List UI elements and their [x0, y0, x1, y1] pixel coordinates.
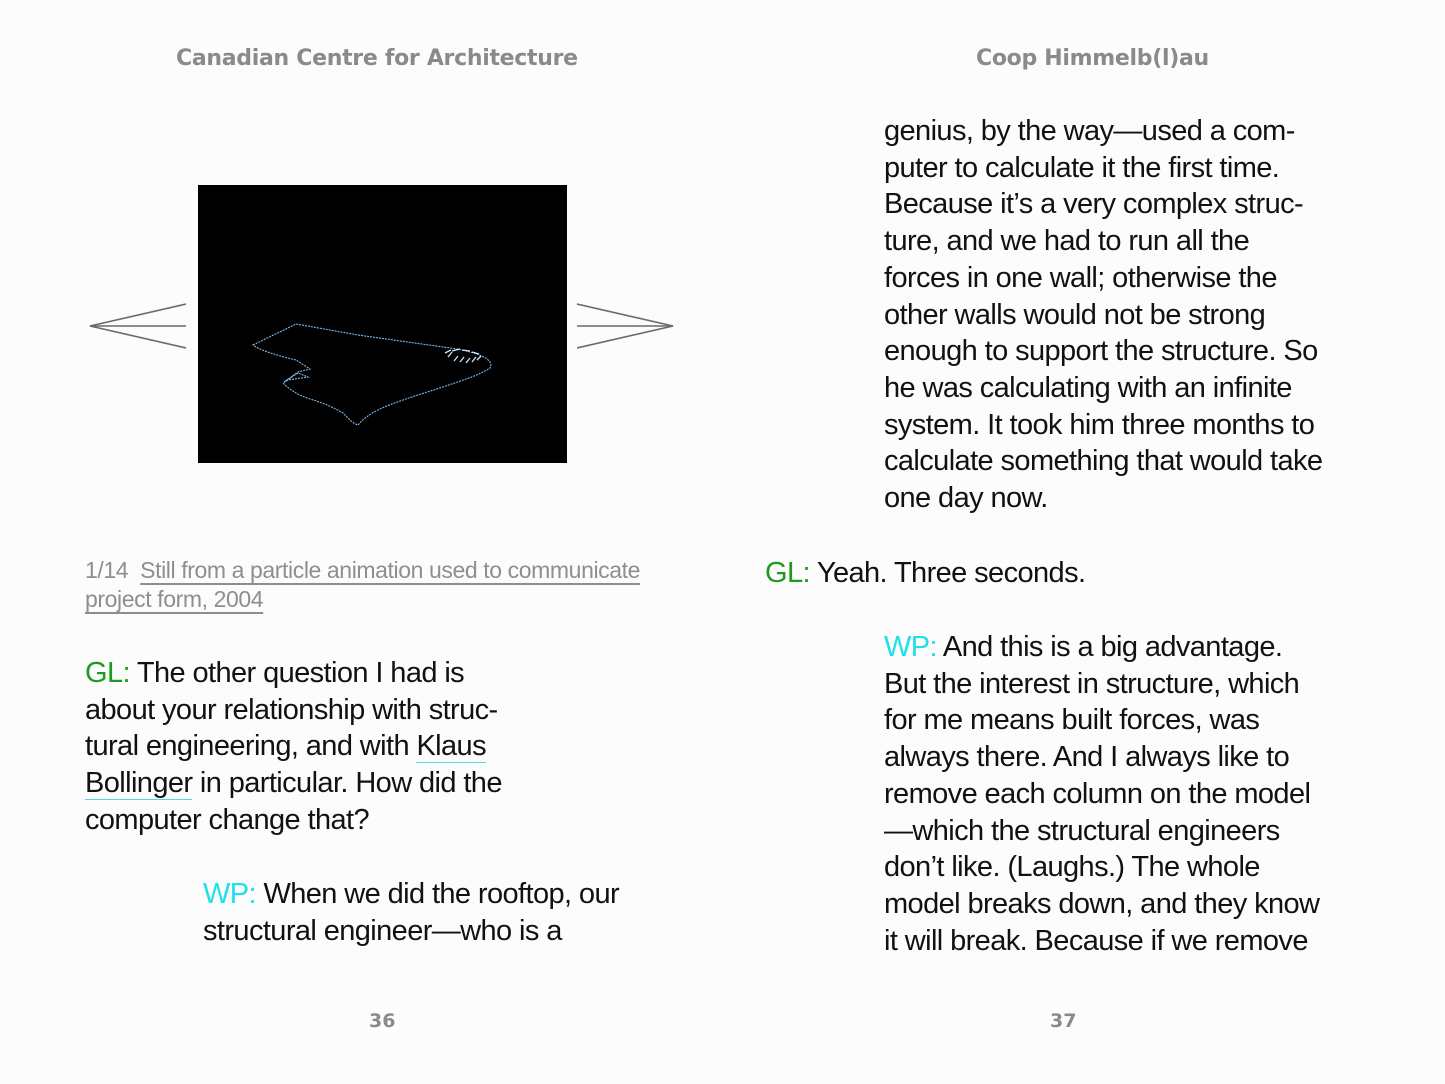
dialogue-gl-reply	[765, 555, 1085, 592]
klaus-bollinger-link-cont[interactable]: Bollinger	[85, 767, 193, 800]
figure-number: 1/14	[85, 557, 129, 583]
running-head-left: Canadian Centre for Architecture	[176, 46, 578, 71]
speaker-gl: GL:	[85, 657, 130, 689]
figure-caption-link[interactable]: Still from a particle animation used to communicate	[140, 557, 641, 583]
text-line: it will break. Because if we remove	[884, 924, 1308, 957]
text-line: But the interest in structure, which	[884, 667, 1300, 700]
dialogue-wp-answer-continued	[884, 113, 1322, 517]
text-line: forces in one wall; otherwise the	[884, 261, 1277, 294]
text-line: remove each column on the model	[884, 777, 1311, 810]
text-line: structural engineer—who is a	[203, 914, 562, 947]
text-line: for me means built forces, was	[884, 704, 1260, 737]
speaker-wp: WP:	[203, 878, 256, 910]
text-line: in particular. How did the	[192, 767, 502, 800]
page-number-left: 36	[369, 1010, 396, 1032]
text-line: Yeah. Three seconds.	[809, 557, 1086, 589]
speaker-wp: WP:	[884, 631, 937, 663]
figure-caption	[85, 556, 685, 614]
dialogue-gl-question	[85, 655, 502, 839]
text-line: And this is a big advantage.	[936, 631, 1283, 663]
text-line: enough to support the structure. So	[884, 335, 1318, 368]
figure-image[interactable]	[198, 185, 567, 463]
text-line: calculate something that would take	[884, 445, 1323, 478]
text-line: always there. And I always like to	[884, 741, 1290, 774]
speaker-gl: GL:	[765, 557, 810, 589]
page-number-right: 37	[1050, 1010, 1077, 1032]
particle-animation-still	[198, 185, 567, 463]
text-line: When we did the rooftop, our	[255, 878, 620, 910]
klaus-bollinger-link[interactable]: Klaus	[416, 730, 486, 763]
text-line: tural engineering, and with	[85, 730, 417, 763]
figure-caption-link-cont[interactable]: project form, 2004	[85, 586, 264, 612]
text-line: Because it’s a very complex struc-	[884, 188, 1304, 221]
text-line: —which the structural engineers	[884, 814, 1280, 847]
text-line: ture, and we had to run all the	[884, 225, 1250, 258]
text-line: computer change that?	[85, 803, 370, 836]
text-line: model breaks down, and they know	[884, 887, 1320, 920]
next-figure-arrow-icon[interactable]	[577, 300, 677, 352]
dialogue-wp-answer	[203, 876, 619, 949]
previous-figure-arrow-icon[interactable]	[86, 300, 186, 352]
running-head-right: Coop Himmelb(l)au	[976, 46, 1209, 71]
text-line: about your relationship with struc-	[85, 693, 498, 726]
dialogue-wp-answer-2	[884, 629, 1319, 959]
text-line: he was calculating with an infinite	[884, 371, 1292, 404]
text-line: genius, by the way—used a com-	[884, 115, 1295, 147]
text-line: The other question I had is	[129, 657, 465, 689]
text-line: one day now.	[884, 482, 1048, 515]
text-line: don’t like. (Laughs.) The whole	[884, 851, 1260, 884]
text-line: puter to calculate it the first time.	[884, 151, 1280, 184]
text-line: system. It took him three months to	[884, 408, 1315, 441]
text-line: other walls would not be strong	[884, 298, 1266, 331]
